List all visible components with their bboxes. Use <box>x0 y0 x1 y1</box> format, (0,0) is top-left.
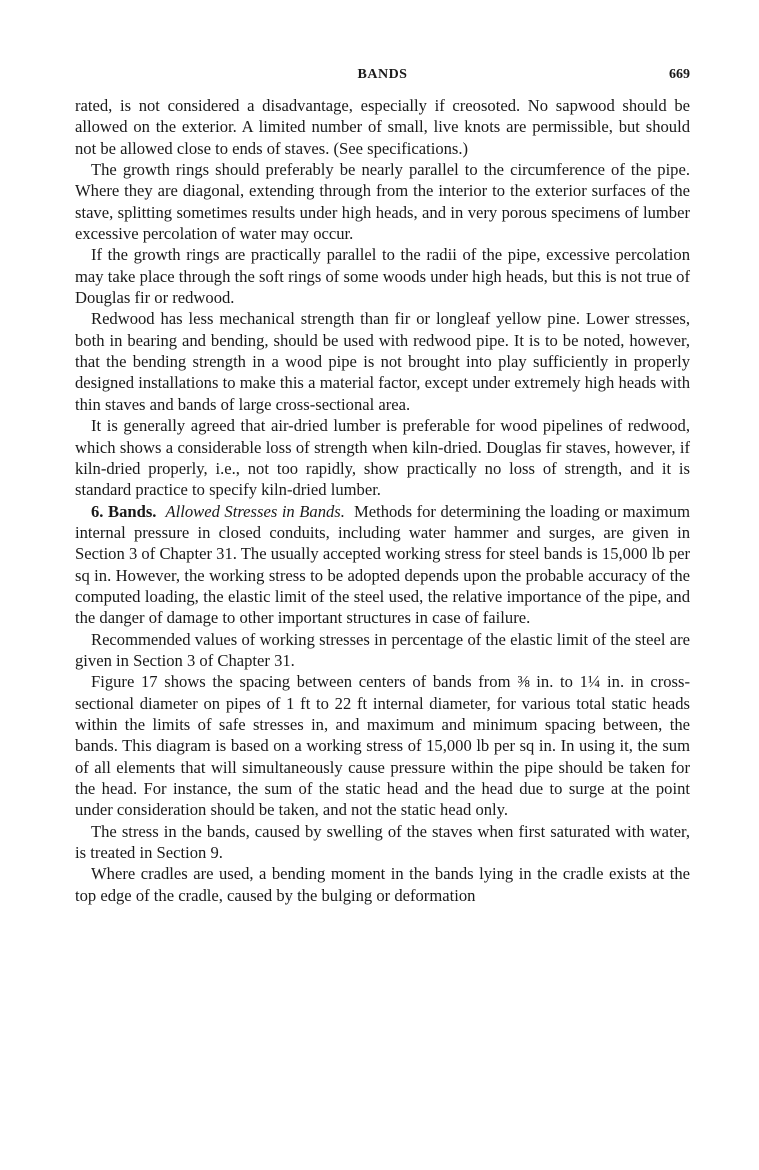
paragraph-swelling: The stress in the bands, caused by swelling of the staves when first saturated with water, is treated in Section 9. <box>75 821 690 863</box>
paragraph-redwood: Redwood has less mechanical strength than fir or longleaf yellow pine. Lower stresses, both in bearing and bending, should be used with redwood pipe. It is to be noted, however, that the bending strength in a wood pipe is not brought into play sufficiently in properly designed installations to make this a material factor, except under extremely high heads with thin staves and bands of large cross-sectional area. <box>75 309 690 414</box>
paragraph-figure-17: Figure 17 shows the spacing between centers of bands from ⅜ in. to 1¼ in. in cross-sectional diameter on pipes of 1 ft to 22 ft internal diameter, for various total static heads within the limits of safe stresses in, and maximum and minimum spacing between, the bands. This diagram is based on a working stress of 15,000 lb per sq in. In using it, the sum of all elements that will simultaneously cause pressure within the pipe should be taken for the head. For instance, the sum of the static head and the head due to surge at the point under consideration should be taken, and not the static head only. <box>75 672 690 820</box>
paragraph-continued: rated, is not considered a disadvantage, especially if creosoted. No sapwood should be allowed on the exterior. A limited number of small, live knots are permissible, but should not be allowed close to ends of staves. (See specifications.) <box>75 96 690 158</box>
running-title: BANDS <box>357 67 408 82</box>
section-6-bands <box>75 501 690 629</box>
paragraph-growth-rings: The growth rings should preferably be nearly parallel to the circumference of the pipe. Where they are diagonal, extending through from the interior to the exterior surfaces of the stave, splitting sometimes results under high heads, and in very porous specimens of lumber excessive percolation of water may occur. <box>75 160 690 244</box>
section-text: Methods for determining the loading or maximum internal pressure in closed conduits, including water hammer and surges, are given in Section 3 of Chapter 31. The usually accepted working stress for steel bands is 15,000 lb per sq in. However, the working stress to be adopted depends upon the probable accuracy of the computed loading, the elastic limit of the steel used, the relative importance of the pipe, and the danger of damage to other important structures in case of failure. <box>75 501 690 628</box>
section-title: Bands. <box>108 501 157 521</box>
section-subtitle: Allowed Stresses in Bands. <box>165 501 345 521</box>
body-text <box>75 95 690 906</box>
running-head <box>75 67 690 91</box>
page-number: 669 <box>669 67 690 82</box>
book-page <box>75 67 690 906</box>
paragraph-air-dried: It is generally agreed that air-dried lumber is preferable for wood pipelines of redwood, which shows a considerable loss of strength when kiln-dried. Douglas fir staves, however, if kiln-dried properly, i.e., not too rapidly, show practically no loss of strength, and it is standard practice to specify kiln-dried lumber. <box>75 416 690 500</box>
paragraph-recommended: Recommended values of working stresses in percentage of the elastic limit of the steel are given in Section 3 of Chapter 31. <box>75 629 690 670</box>
paragraph-radii: If the growth rings are practically parallel to the radii of the pipe, excessive percolation may take place through the soft rings of some woods under high heads, but this is not true of Douglas fir or redwood. <box>75 245 690 308</box>
paragraph-cradles: Where cradles are used, a bending moment in the bands lying in the cradle exists at the top edge of the cradle, caused by the bulging or deformation <box>75 864 690 905</box>
section-number: 6. <box>91 501 104 521</box>
